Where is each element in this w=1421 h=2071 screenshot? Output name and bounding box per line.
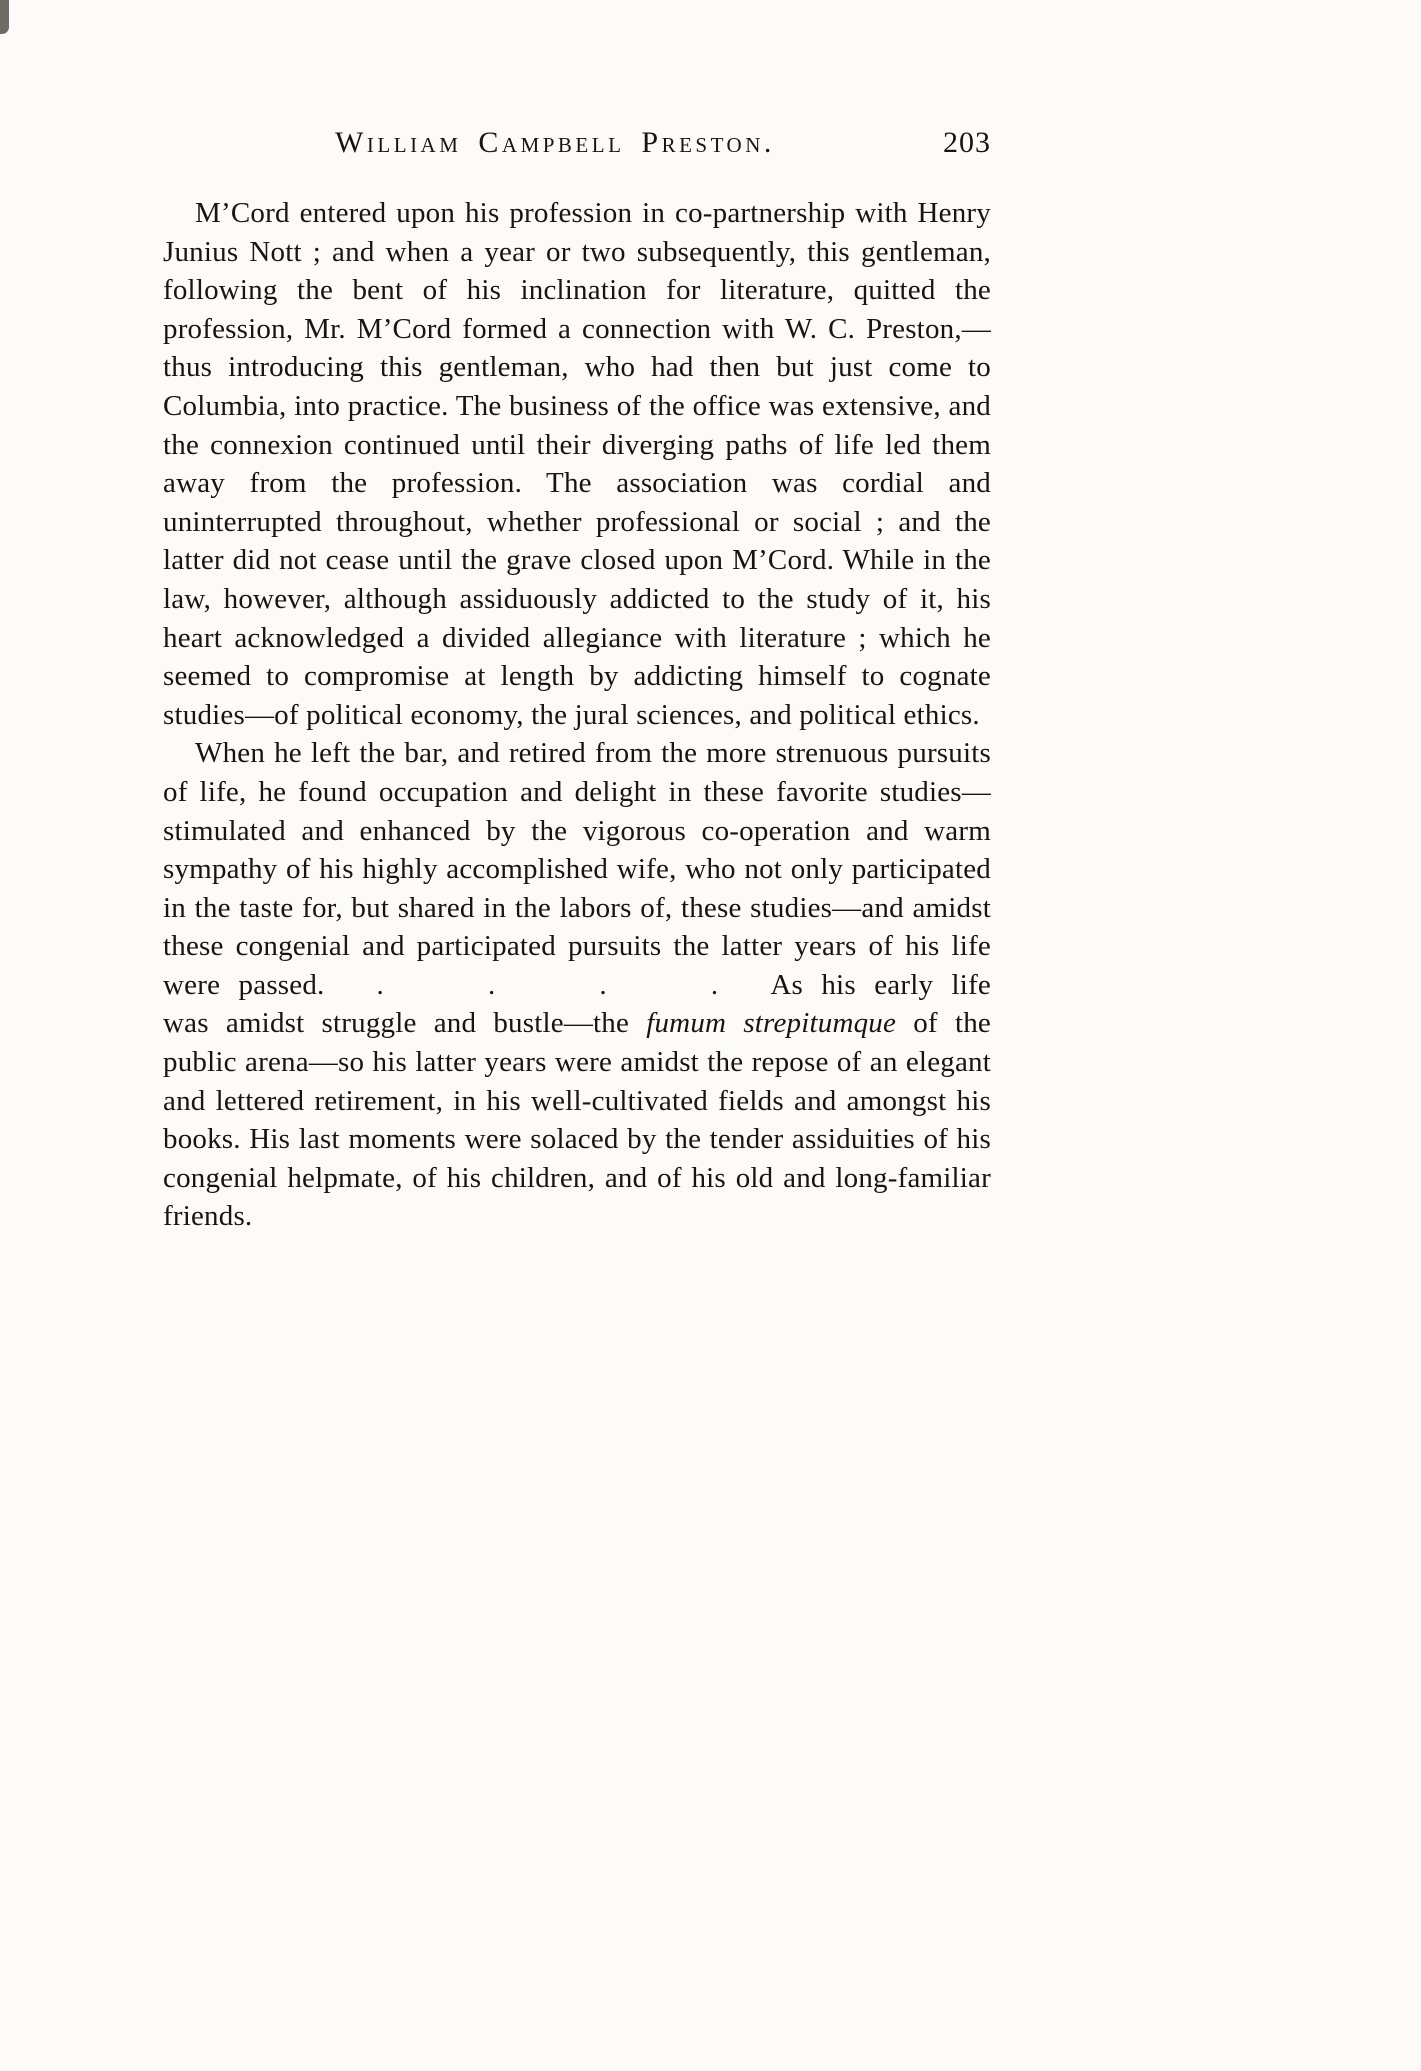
paragraph: [163, 194, 991, 734]
text-run: of the public arena—so his latter years were amidst the repose of an elegant and lettered retirement, in his well-cultivated fields and amongst his books. His last moments were solaced by the tender assiduities of his congenial helpmate, of his children, and of his old and long-familiar friends.: [163, 1007, 991, 1233]
spaced-ellipsis-dot: .: [599, 968, 607, 1001]
text-run: When he left the bar, and retired from the more strenuous pursuits of life, he found occupation and delight in these favorite studies—stimulated and enhanced by the vigorous co-operation and warm sympathy of his highly accomplished wife, who not only participated in the taste for, but shared in the labors of, these studies—and amidst these congenial and participated pursuits the latter years of his life were passed.: [163, 737, 991, 1001]
page-body: [163, 194, 991, 1236]
page-number: 203: [943, 126, 991, 159]
page-header: [163, 126, 991, 168]
spaced-ellipsis-dot: .: [376, 968, 384, 1001]
text-run: As his early life was amidst struggle and bustle—the: [163, 968, 991, 1040]
scan-edge-artifact: [0, 0, 9, 34]
italic-text-run: fumum strepitumque: [646, 1007, 897, 1040]
spaced-ellipsis-dot: .: [710, 968, 719, 1001]
text-column: [163, 126, 991, 1236]
running-title: William Campbell Preston.: [335, 126, 775, 159]
text-run: M’Cord entered upon his profession in co-partnership with Henry Junius Nott ; and when a year or two subsequently, this gentleman, following the bent of his inclination for literature, quitted the profession, Mr. M’Cord formed a connection with W. C. Preston,—thus introducing this gentleman, who had then but just come to Columbia, into practice. The business of the office was extensive, and the connexion continued until their diverging paths of life led them away from the profession. The association was cordial and uninterrupted throughout, whether professional or social ; and the latter did not cease until the grave closed upon M’Cord. While in the law, however, although assiduously addicted to the study of it, his heart acknowledged a divided allegiance with literature ; which he seemed to compromise at length by addicting himself to cognate studies—of political economy, the jural sciences, and political ethics.: [163, 197, 991, 731]
spaced-ellipsis-dot: .: [487, 968, 496, 1001]
paragraph: [163, 734, 991, 1236]
